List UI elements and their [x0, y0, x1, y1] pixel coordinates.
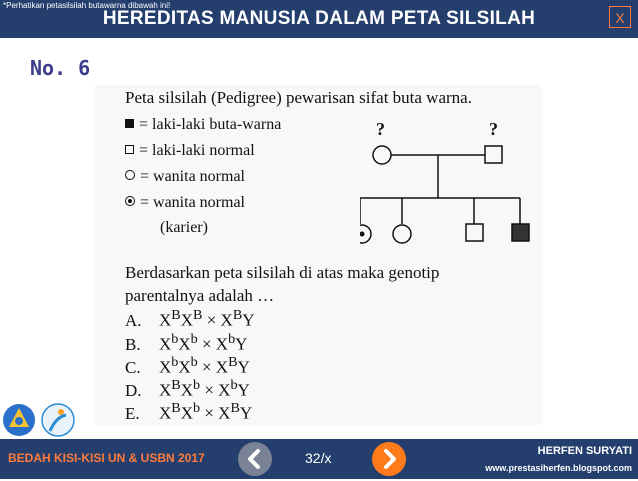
legend-text: = laki-laki normal: [139, 142, 255, 159]
page-counter: 32/x: [305, 450, 332, 466]
allele: b: [230, 377, 238, 393]
allele: b: [171, 331, 179, 347]
allele: b: [193, 400, 201, 416]
child-normal-male: [466, 224, 483, 241]
allele: B: [230, 400, 240, 416]
allele: B: [193, 307, 203, 323]
option-e[interactable]: E. $X^BX^b \times X^BY$: [125, 400, 253, 423]
option-letter: C.: [125, 357, 141, 377]
allele: b: [190, 331, 198, 347]
legend-text: = wanita normal: [140, 194, 245, 211]
ministry-logo-icon: [2, 403, 36, 437]
header-bar: [0, 0, 638, 38]
dotted-circle-icon: [125, 196, 135, 206]
unknown-mark-mother: ?: [376, 120, 385, 139]
option-b[interactable]: B. $X^bX^b \times X^bY$: [125, 331, 248, 354]
allele: b: [228, 331, 236, 347]
option-a[interactable]: A. $X^BX^B \times X^BY$: [125, 307, 255, 330]
website-link[interactable]: www.prestasiherfen.blogspot.com: [485, 463, 632, 473]
unknown-mark-father: ?: [489, 120, 498, 139]
allele: b: [193, 377, 201, 393]
allele: B: [228, 354, 238, 370]
question-prompt-line2: parentalnya adalah …: [125, 286, 275, 305]
legend-item-colorblind-male: [125, 116, 281, 134]
allele: B: [171, 307, 181, 323]
option-letter: E.: [125, 403, 140, 423]
option-letter: B.: [125, 334, 141, 354]
filled-square-icon: [125, 119, 134, 128]
education-logo-icon: [40, 403, 76, 437]
allele: B: [171, 377, 181, 393]
question-prompt-line1: Berdasarkan peta silsilah di atas maka genotip: [125, 263, 440, 282]
author-name: HERFEN SURYATI: [537, 445, 632, 457]
chevron-right-icon: [372, 442, 406, 476]
child-normal-female: [393, 225, 411, 243]
legend-item-carrier-female: [125, 194, 245, 212]
allele: B: [232, 307, 243, 323]
square-icon: [125, 145, 134, 154]
allele: B: [171, 400, 181, 416]
footer-bar: [0, 439, 638, 479]
pedigree-diagram: [360, 120, 540, 250]
chevron-left-icon: [238, 442, 272, 476]
option-letter: A.: [125, 310, 142, 330]
previous-button[interactable]: [238, 442, 272, 476]
legend-item-normal-female: [125, 168, 245, 186]
page-title: HEREDITAS MANUSIA DALAM PETA SILSILAH: [102, 8, 536, 29]
allele: b: [171, 354, 179, 370]
father-square: [485, 146, 502, 163]
child-carrier-female: [360, 225, 371, 243]
option-letter: D.: [125, 380, 142, 400]
legend-note: (karier): [160, 219, 208, 236]
legend-text: = laki-laki buta-warna: [139, 116, 282, 133]
legend-text: = wanita normal: [140, 168, 245, 185]
question-title: Peta silsilah (Pedigree) pewarisan sifat buta warna.: [125, 88, 472, 107]
circle-icon: [125, 170, 135, 180]
header-note: *Perhatikan petasilsilah butawarna dibawah ini!: [3, 1, 171, 10]
legend-item-normal-male: [125, 142, 255, 160]
close-button[interactable]: X: [609, 6, 631, 28]
child-colorblind-male: [512, 224, 529, 241]
footer-title: BEDAH KISI-KISI UN & USBN 2017: [8, 451, 205, 465]
mother-circle: [373, 146, 391, 164]
allele: b: [190, 354, 198, 370]
option-c[interactable]: C. $X^bX^b \times X^BY$: [125, 354, 250, 377]
question-number: No. 6: [30, 56, 91, 80]
option-d[interactable]: D. $X^BX^b \times X^bY$: [125, 377, 250, 400]
next-button[interactable]: [372, 442, 406, 476]
